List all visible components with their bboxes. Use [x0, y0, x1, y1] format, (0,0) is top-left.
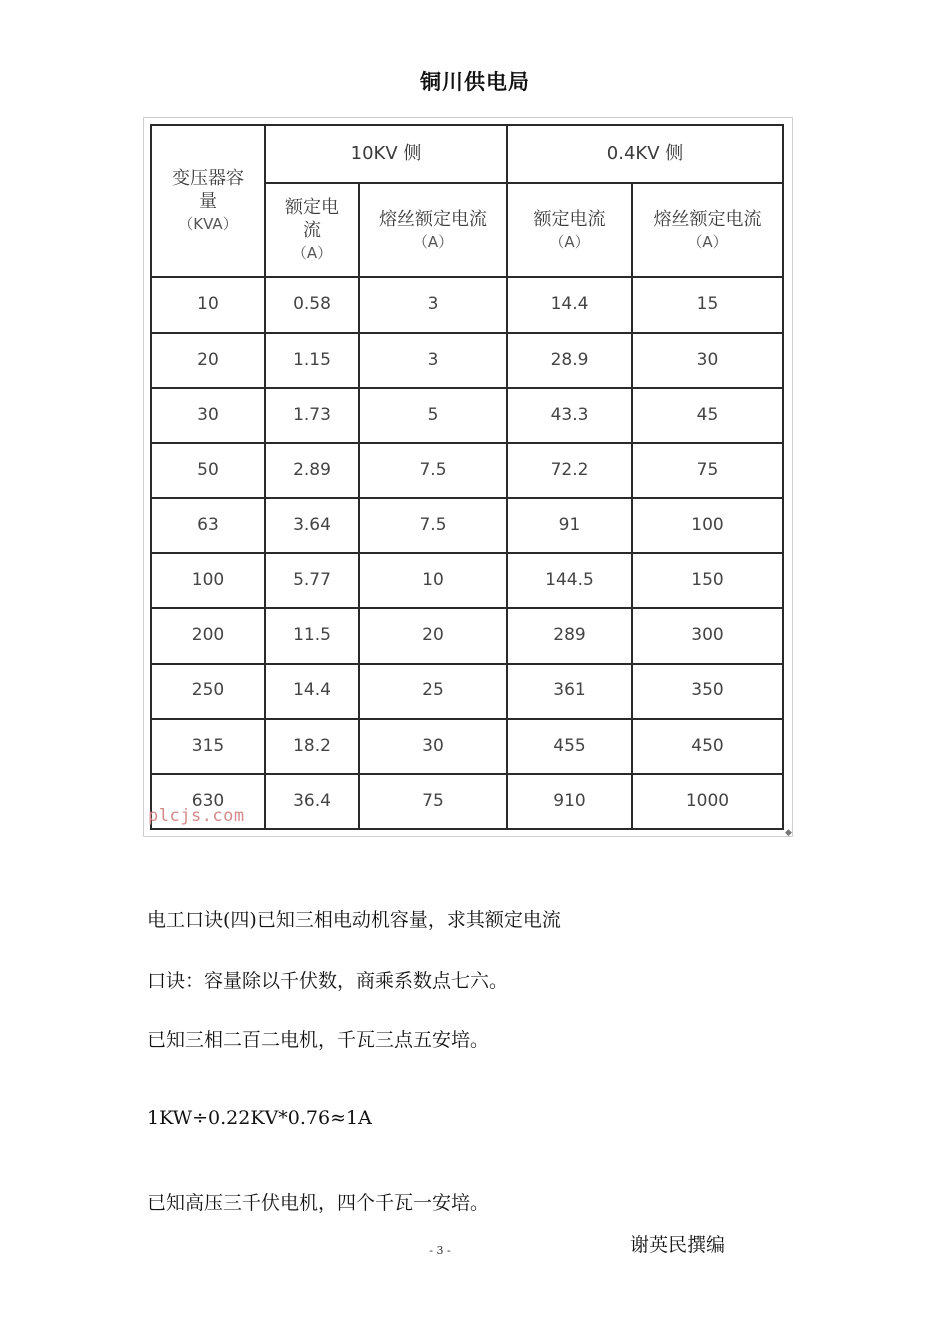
- cell-10kv-rated: 3.64: [265, 498, 359, 553]
- table-row: [151, 553, 783, 608]
- page-number: - 3 -: [429, 1244, 451, 1257]
- paragraph-4: 1KW÷0.22KV*0.76≈1A: [147, 1107, 372, 1129]
- table-image: [143, 117, 793, 837]
- cell-10kv-fuse: 20: [359, 608, 507, 663]
- cell-04kv-rated: 91: [507, 498, 632, 553]
- watermark-text: plcjs.com: [148, 806, 245, 826]
- cell-04kv-rated: 28.9: [507, 333, 632, 388]
- cell-capacity: 63: [151, 498, 265, 553]
- cell-04kv-fuse: 350: [632, 664, 783, 719]
- cell-capacity: 250: [151, 664, 265, 719]
- cell-04kv-rated: 14.4: [507, 277, 632, 332]
- header-label: 熔丝额定电流: [653, 208, 762, 230]
- cell-10kv-fuse: 30: [359, 719, 507, 774]
- cell-10kv-rated: 2.89: [265, 443, 359, 498]
- fuse-table: [150, 124, 784, 830]
- cell-capacity: 200: [151, 608, 265, 663]
- header-capacity-label: 变压器容量: [172, 168, 244, 212]
- cell-04kv-rated: 361: [507, 664, 632, 719]
- cell-04kv-rated: 910: [507, 774, 632, 829]
- paragraph-3: 已知三相二百二电机，千瓦三点五安培。: [147, 1029, 490, 1051]
- cell-10kv-fuse: 7.5: [359, 443, 507, 498]
- cell-10kv-fuse: 5: [359, 388, 507, 443]
- cell-10kv-fuse: 75: [359, 774, 507, 829]
- cell-04kv-fuse: 450: [632, 719, 783, 774]
- cell-04kv-fuse: 45: [632, 388, 783, 443]
- cell-04kv-fuse: 75: [632, 443, 783, 498]
- cell-10kv-fuse: 7.5: [359, 498, 507, 553]
- cell-10kv-fuse: 10: [359, 553, 507, 608]
- header-unit: （A）: [291, 244, 333, 263]
- author-credit: 谢英民撰编: [630, 1234, 726, 1256]
- header-label: 熔丝额定电流: [379, 208, 487, 230]
- cell-04kv-rated: 289: [507, 608, 632, 663]
- table-row: [151, 388, 783, 443]
- table-row: [151, 719, 783, 774]
- cell-04kv-fuse: 300: [632, 608, 783, 663]
- paragraph-1: 电工口诀(四)已知三相电动机容量，求其额定电流: [147, 909, 561, 931]
- table-row: [151, 498, 783, 553]
- cell-04kv-fuse: 100: [632, 498, 783, 553]
- cell-capacity: 630: [151, 774, 265, 829]
- cell-10kv-rated: 1.73: [265, 388, 359, 443]
- cell-capacity: 20: [151, 333, 265, 388]
- header-10kv-side: 10KV 侧: [265, 125, 507, 183]
- resize-handle-icon: ◆: [785, 828, 792, 838]
- cell-04kv-rated: 144.5: [507, 553, 632, 608]
- header-04kv-fuse-current: [632, 183, 783, 277]
- table-row: [151, 443, 783, 498]
- table-row: [151, 277, 783, 332]
- header-04kv-side: 0.4KV 侧: [507, 125, 783, 183]
- cell-04kv-fuse: 15: [632, 277, 783, 332]
- header-10kv-fuse-current: [359, 183, 507, 277]
- header-capacity: [151, 125, 265, 277]
- header-unit: （A）: [412, 233, 454, 252]
- header-capacity-unit: （KVA）: [178, 215, 238, 234]
- table-row: [151, 333, 783, 388]
- cell-10kv-rated: 5.77: [265, 553, 359, 608]
- cell-capacity: 10: [151, 277, 265, 332]
- cell-10kv-rated: 14.4: [265, 664, 359, 719]
- header-10kv-rated-current: [265, 183, 359, 277]
- cell-04kv-rated: 455: [507, 719, 632, 774]
- cell-04kv-rated: 43.3: [507, 388, 632, 443]
- cell-10kv-rated: 0.58: [265, 277, 359, 332]
- table-row: [151, 664, 783, 719]
- cell-04kv-fuse: 30: [632, 333, 783, 388]
- cell-04kv-fuse: 150: [632, 553, 783, 608]
- cell-10kv-rated: 36.4: [265, 774, 359, 829]
- cell-04kv-fuse: 1000: [632, 774, 783, 829]
- cell-capacity: 50: [151, 443, 265, 498]
- header-label: 额定电流: [285, 197, 339, 241]
- table-row: [151, 608, 783, 663]
- table-row: [151, 774, 783, 829]
- paragraph-2: 口诀：容量除以千伏数，商乘系数点七六。: [147, 970, 509, 992]
- header-unit: （A）: [549, 233, 590, 252]
- cell-10kv-fuse: 25: [359, 664, 507, 719]
- cell-10kv-fuse: 3: [359, 333, 507, 388]
- cell-04kv-rated: 72.2: [507, 443, 632, 498]
- cell-10kv-rated: 18.2: [265, 719, 359, 774]
- header-unit: （A）: [687, 233, 728, 252]
- cell-10kv-rated: 1.15: [265, 333, 359, 388]
- cell-capacity: 30: [151, 388, 265, 443]
- cell-capacity: 315: [151, 719, 265, 774]
- paragraph-5: 已知高压三千伏电机，四个千瓦一安培。: [147, 1192, 490, 1214]
- cell-capacity: 100: [151, 553, 265, 608]
- header-04kv-rated-current: [507, 183, 632, 277]
- cell-10kv-fuse: 3: [359, 277, 507, 332]
- cell-10kv-rated: 11.5: [265, 608, 359, 663]
- document-title: 铜川供电局: [420, 70, 530, 94]
- header-label: 额定电流: [533, 208, 606, 230]
